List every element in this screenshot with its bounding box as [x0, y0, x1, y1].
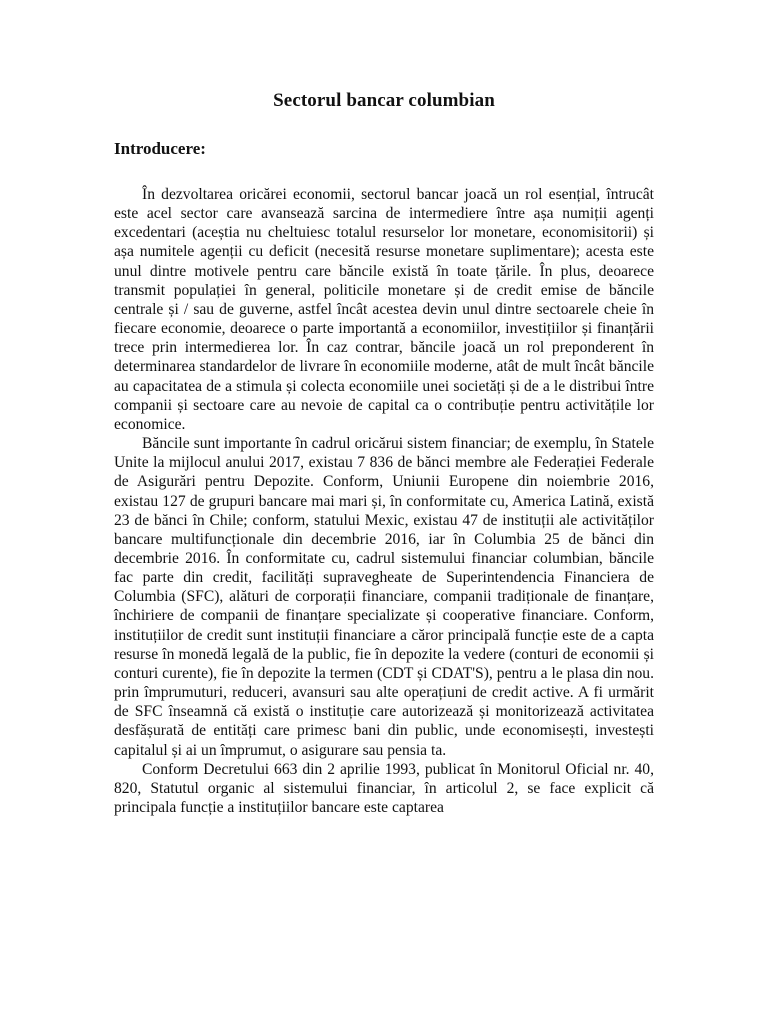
- document-page: [114, 88, 654, 817]
- section-heading: Introducere:: [114, 139, 206, 158]
- paragraph-banks: Băncile sunt importante în cadrul oricărui sistem financiar; de exemplu, în Statele Unite la mijlocul anului 2017, existau 7 836 de bănci membre ale Federației Federale de Asigurări pentru Depozite. Conform, Uniunii Europene din noiembrie 2016, existau 127 de grupuri bancare mai mari și, în conformitate cu, America Latină, există 23 de bănci în Chile; conform, statului Mexic, existau 47 de instituții ale activităților bancare multifuncționale din decembrie 2016, iar în Columbia 25 de bănci din decembrie 2016. În conformitate cu, cadrul sistemului financiar columbian, băncile fac parte din credit, facilități supravegheate de Superintendencia Financiera de Columbia (SFC), alături de corporații financiare, companii tradiționale de finanțare, închiriere de companii de finanțare specializate și cooperative financiare. Conform, instituțiilor de credit sunt instituții financiare a căror principală funcție este de a capta resurse în monedă legală de la public, fie în depozite la vedere (conturi de economii și conturi curente), fie în depozite la termen (CDT și CDAT'S), pentru a le plasa din nou. prin împrumuturi, reduceri, avansuri sau alte operațiuni de credit active. A fi urmărit de SFC înseamnă că există o instituție care autorizează și monitorizează activitatea desfășurată de entități care primesc bani din public, unde economisești, investești capitalul și ai un împrumut, o asigurare sau pensia ta.: [114, 435, 654, 759]
- document-title: Sectorul bancar columbian: [273, 90, 495, 111]
- document-body: [114, 185, 654, 817]
- paragraph-intro: În dezvoltarea oricărei economii, sectorul bancar joacă un rol esențial, întrucât este acel sector care avansează sarcina de intermediere între așa numiții agenți excedentari (aceștia nu cheltuiesc totalul resurselor lor monetare, economisitorii) și așa numitele agenții cu deficit (necesită resurse monetare suplimentare); acesta este unul dintre motivele pentru care băncile există în toate țările. În plus, deoarece transmit populației în general, politicile monetare și de credit emise de băncile centrale și / sau de guverne, astfel încât acestea devin unul dintre sectoarele cheie în fiecare economie, deoarece o parte importantă a economiilor, investițiilor și finanțării trece prin intermedierea lor. În caz contrar, băncile joacă un rol preponderent în determinarea standardelor de livrare în economiile moderne, atât de mult încât băncile au capacitatea de a stimula și colecta economiile unei societăți și de a le distribui între companii și sectoare care au nevoie de capital ca o contribuție pentru activitățile lor economice.: [114, 186, 654, 433]
- paragraph-decree: Conform Decretului 663 din 2 aprilie 1993, publicat în Monitorul Oficial nr. 40, 820, Statutul organic al sistemului financiar, în articolul 2, se face explicit că principala funcție a instituțiilor bancare este captarea: [114, 760, 654, 816]
